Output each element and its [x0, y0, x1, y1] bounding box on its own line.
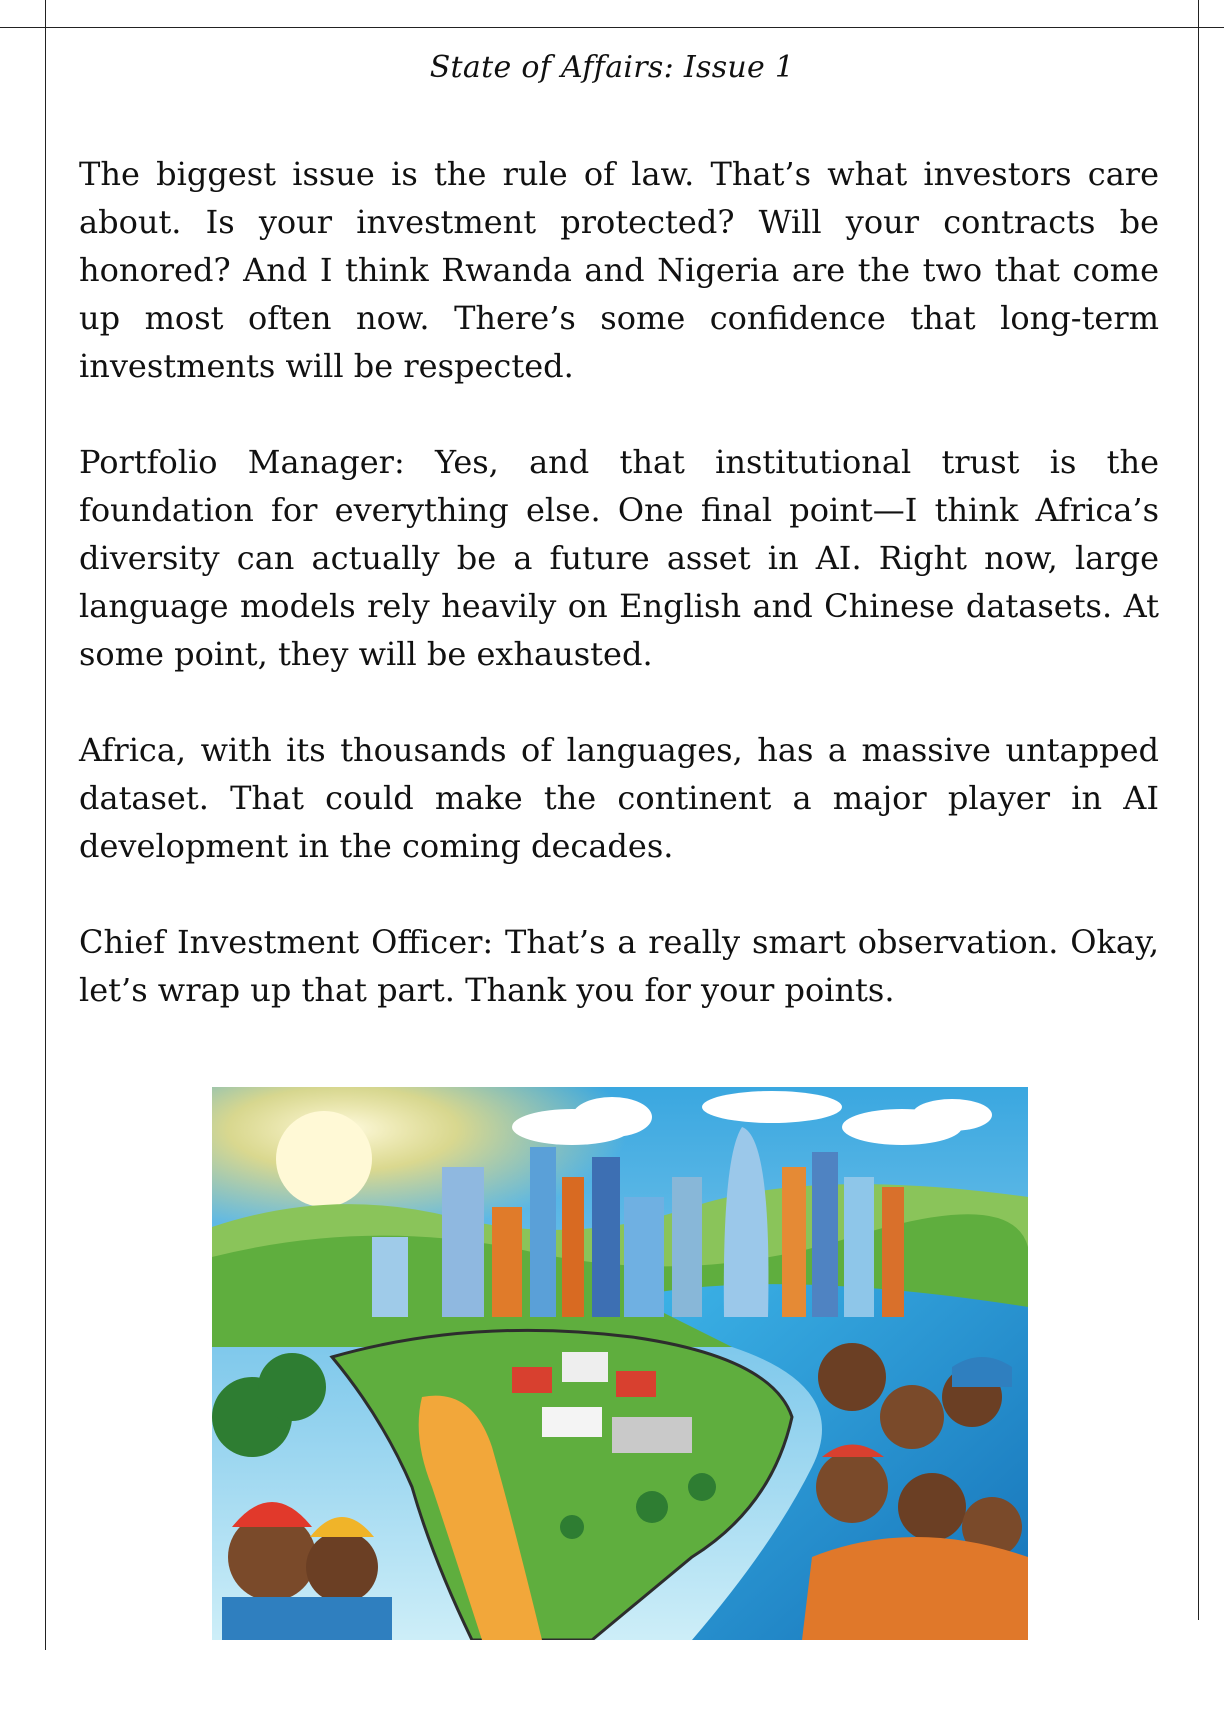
paragraph-3: Africa, with its thousands of languages, has a massive untapped dataset. That could make the continent a major player in AI development in the coming decades. — [79, 731, 1159, 865]
right-margin-rule — [1198, 0, 1199, 1620]
paragraph-1: The biggest issue is the rule of law. That’s what investors care about. Is your investment protected? Will your contracts be honored? And I think Rwanda and Nigeria are the two that come up most often now. There’s some confidence that long-term investments will be respected. — [79, 155, 1159, 385]
top-rule — [0, 27, 1224, 28]
africa-city-illustration-icon — [212, 1087, 1028, 1640]
left-margin-rule — [45, 0, 46, 1650]
paragraph-2: Portfolio Manager: Yes, and that institutional trust is the foundation for everything else. One final point—I think Africa’s diversity can actually be a future asset in AI. Right now, large language models rely heavily on English and Chinese datasets. At some point, they will be exhausted. — [79, 443, 1159, 673]
page-title: State of Affairs: Issue 1 — [429, 50, 795, 85]
paragraph-4: Chief Investment Officer: That’s a really smart observation. Okay, let’s wrap up that part. Thank you for your points. — [79, 923, 1159, 1009]
sun — [276, 1111, 372, 1207]
article-body — [79, 150, 1159, 1014]
